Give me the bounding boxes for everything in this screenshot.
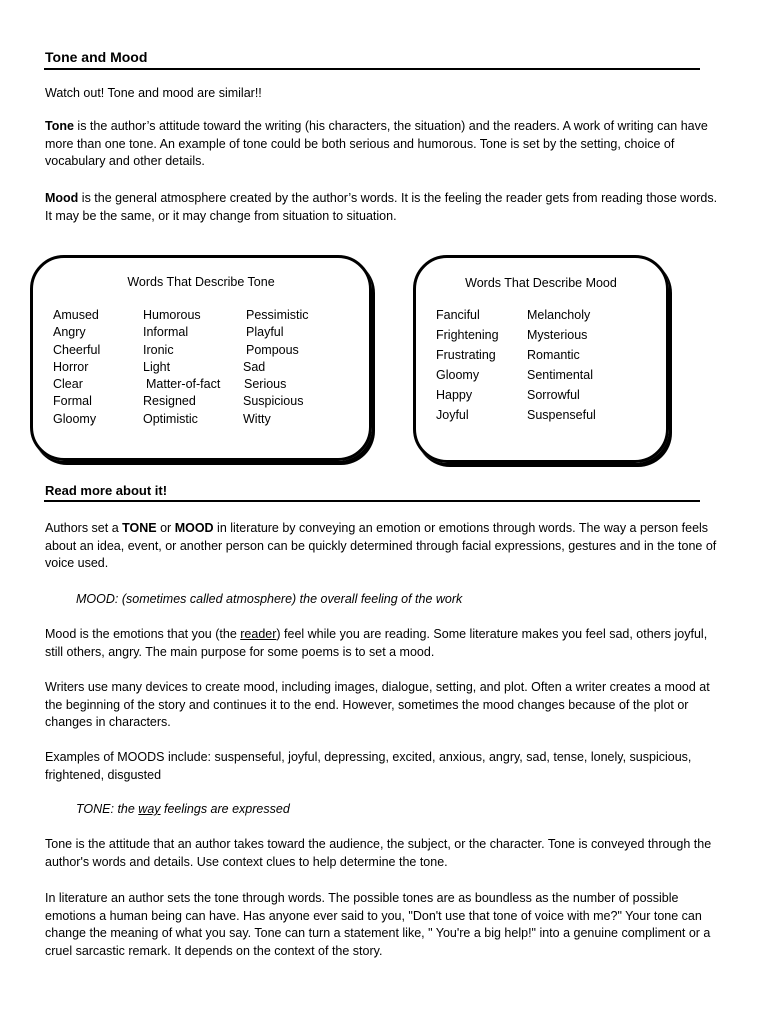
- mood-word: Romantic: [527, 348, 580, 362]
- tone-word: Formal: [53, 394, 92, 409]
- mood-box-title: Words That Describe Mood: [465, 276, 617, 290]
- tone-word: Optimistic: [143, 411, 198, 426]
- read-more-paragraph-6: In literature an author sets the tone through words. The possible tones are as boundless as the number of possible emotions a human being can have. Has anyone ever said to you, "Don't use that tone of voice with me?" Your tone can change the meaning of what you say. Tone can turn a statement like, " You're a big help!" into a genuine compliment or a cruel sarcastic remark. It depends on the context of the story.: [45, 891, 711, 958]
- p2-end: ) feel while you are reading. Some literature makes you feel sad, others joyful, still others, angry. The main purpose for some poems is to set a mood.: [45, 627, 708, 659]
- mood-word: Fanciful: [436, 308, 480, 322]
- mood-word: Suspenseful: [527, 408, 596, 422]
- read-more-paragraph-2: [45, 626, 725, 661]
- tone-word: Pompous: [246, 342, 299, 357]
- tone-word: Informal: [143, 325, 189, 340]
- tone-definition: [45, 118, 725, 171]
- way-word: way: [138, 802, 161, 816]
- mood-term: Mood: [45, 191, 79, 205]
- tone-word: Serious: [244, 377, 287, 392]
- title-divider: [44, 68, 700, 70]
- tone-word: Playful: [246, 325, 284, 340]
- tone-word: Resigned: [143, 394, 196, 409]
- tone-term: Tone: [45, 119, 74, 133]
- tone-word: Cheerful: [53, 342, 101, 357]
- tone-word: Suspicious: [243, 394, 304, 409]
- tone-word: Clear: [53, 377, 83, 392]
- mood-word: Sentimental: [527, 368, 594, 382]
- mood-word: Mysterious: [527, 328, 588, 342]
- mood-word: Sorrowful: [527, 388, 580, 402]
- mood-keyword: MOOD: [174, 521, 214, 535]
- tone-word: Gloomy: [53, 411, 97, 426]
- mood-word: Joyful: [436, 408, 469, 422]
- tone-word: Matter-of-fact: [146, 377, 221, 392]
- tone-word: Amused: [53, 308, 99, 322]
- mood-words-box: [413, 255, 669, 463]
- mood-definition-line: MOOD: (sometimes called atmosphere) the overall feeling of the work: [76, 592, 463, 606]
- tone-keyword: TONE: [122, 521, 157, 535]
- mood-word: Frustrating: [436, 348, 496, 362]
- page-title: Tone and Mood: [45, 49, 148, 65]
- mood-word: Gloomy: [436, 368, 480, 382]
- mood-column-1: [436, 308, 499, 428]
- tone-line-end: feelings are expressed: [160, 802, 290, 816]
- mood-definition-text: is the general atmosphere created by the author’s words. It is the feeling the reader gets from reading those words. It may be the same, or it may change from situation to situation.: [45, 191, 718, 223]
- read-more-divider: [44, 500, 700, 502]
- mood-word: Frightening: [436, 328, 499, 342]
- tone-column-1: [53, 308, 100, 429]
- tone-box-title: Words That Describe Tone: [127, 275, 275, 289]
- tone-word: Pessimistic: [246, 308, 309, 322]
- read-more-paragraph-3: Writers use many devices to create mood, including images, dialogue, setting, and plot. Often a writer creates a mood at the beginning of the story and continues it to the end. However, sometimes the mood changes because of the plot or changes in characters.: [45, 680, 710, 729]
- tone-definition-text: is the author’s attitude toward the writing (his characters, the situation) and the readers. A work of writing can have more than one tone. An example of tone could be both serious and humorous. Tone is set by the setting, choice of vocabulary and other details.: [45, 119, 708, 168]
- tone-column-2: [143, 308, 220, 429]
- tone-word: Angry: [53, 325, 86, 340]
- tone-line-start: TONE: the: [76, 802, 139, 816]
- tone-word: Horror: [53, 359, 89, 374]
- tone-word: Humorous: [143, 308, 201, 322]
- tone-column-3: [243, 308, 309, 429]
- tone-word: Sad: [243, 359, 266, 374]
- mood-column-2: [527, 308, 596, 428]
- read-more-paragraph-1: [45, 520, 725, 573]
- read-more-paragraph-5: Tone is the attitude that an author takes toward the audience, the subject, or the character. Tone is conveyed through the author's words and details. Use context clues to help determine the tone.: [45, 837, 712, 869]
- read-more-heading: Read more about it!: [45, 483, 168, 498]
- mood-word: Melancholy: [527, 308, 591, 322]
- p1-end: in literature by conveying an emotion or emotions through words. The way a person feels about an idea, event, or another person can be quickly determined through facial expressions, gestures and in the tone of voice used.: [45, 521, 717, 570]
- p2-start: Mood is the emotions that you (the: [45, 627, 241, 641]
- read-more-paragraph-4: Examples of MOODS include: suspenseful, joyful, depressing, excited, anxious, angry, sad, tense, lonely, suspicious, frightened, disgusted: [45, 750, 692, 782]
- p1-start: Authors set a: [45, 521, 123, 535]
- tone-word: Witty: [243, 411, 271, 426]
- tone-word: Ironic: [143, 342, 174, 357]
- reader-word: reader: [240, 627, 277, 641]
- mood-definition: [45, 190, 725, 225]
- mood-word: Happy: [436, 388, 473, 402]
- tone-word: Light: [143, 359, 171, 374]
- tone-definition-line: [76, 802, 290, 816]
- p1-or: or: [156, 521, 175, 535]
- warning-text: Watch out! Tone and mood are similar!!: [45, 86, 262, 100]
- tone-words-box: [30, 255, 372, 461]
